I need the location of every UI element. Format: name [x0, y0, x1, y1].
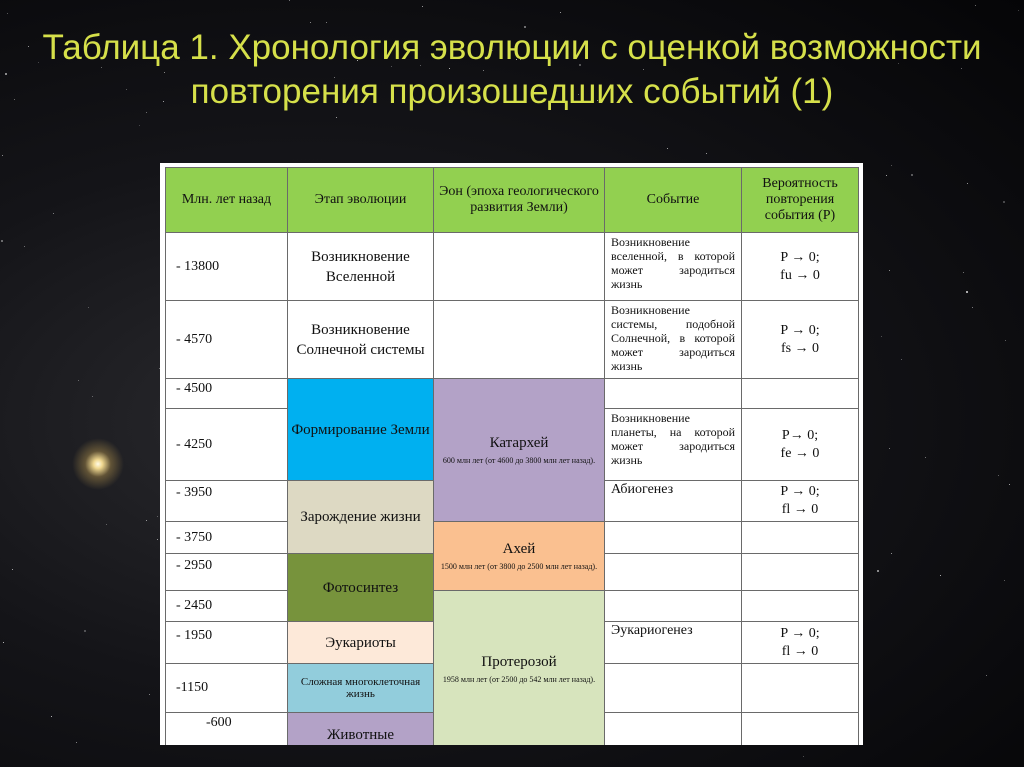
star-dot	[422, 6, 423, 7]
probability-cell	[741, 621, 859, 664]
star-dot	[877, 570, 879, 572]
star-dot	[24, 246, 25, 247]
star-dot	[92, 396, 93, 397]
mya-cell: - 4250	[165, 408, 288, 481]
event-empty-cell	[604, 712, 742, 745]
probability-cell	[741, 408, 859, 481]
prob-formula: fl → 0	[781, 643, 819, 659]
star-dot	[901, 359, 902, 360]
probability-empty-cell	[741, 521, 859, 554]
prob-line: P → 0;	[780, 322, 820, 338]
slide-title: Таблица 1. Хронология эволюции с оценкой возможности повторения произошедших событий (1)	[42, 28, 982, 111]
eon-name: Протерозой	[481, 654, 557, 670]
star-dot	[289, 0, 290, 1]
star-dot	[889, 448, 890, 449]
event-cell: Возникновение планеты, на которой может зародиться жизнь	[604, 408, 742, 481]
star-dot	[975, 5, 976, 6]
stage-cell: Фотосинтез	[287, 553, 434, 622]
evolution-table	[160, 163, 863, 745]
eon-archean	[433, 521, 605, 591]
star-dot	[1, 240, 3, 242]
eon-note: 600 млн лет (от 4600 до 3800 млн лет назад).	[442, 456, 596, 465]
star-dot	[891, 553, 892, 554]
header-mya: Млн. лет назад	[165, 167, 288, 233]
mya-cell: - 13800	[165, 232, 288, 301]
star-dot	[881, 336, 882, 337]
star-dot	[326, 22, 327, 23]
probability-empty-cell	[741, 553, 859, 591]
eon-note: 1958 млн лет (от 2500 до 542 млн лет назад).	[442, 675, 596, 684]
star-dot	[146, 520, 147, 521]
star-dot	[157, 539, 158, 540]
prob-line: P → 0;	[780, 484, 820, 499]
star-dot	[886, 175, 887, 176]
star-dot	[51, 716, 52, 717]
star-dot	[53, 213, 54, 214]
event-empty-cell	[604, 590, 742, 622]
eon-name: Ахей	[502, 541, 536, 557]
prob-formula: fu → 0	[780, 267, 820, 283]
star-dot	[967, 183, 968, 184]
star-dot	[911, 174, 913, 176]
star-dot	[7, 13, 8, 14]
star-dot	[706, 153, 707, 154]
eon-empty-cell	[433, 232, 605, 301]
header-eon: Эон (эпоха геологического развития Земли)	[433, 167, 605, 233]
star-dot	[972, 307, 973, 308]
star-dot	[891, 165, 892, 166]
star-dot	[12, 569, 13, 570]
eon-empty-cell	[433, 300, 605, 379]
eon-name: Катархей	[489, 435, 549, 451]
star-dot	[149, 694, 150, 695]
mya-cell: - 4570	[165, 300, 288, 379]
bright-star	[72, 438, 124, 490]
eon-proterozoic	[433, 590, 605, 745]
star-dot	[14, 99, 15, 100]
probability-empty-cell	[741, 590, 859, 622]
star-dot	[310, 22, 311, 23]
stage-cell: Эукариоты	[287, 621, 434, 664]
star-dot	[76, 742, 77, 743]
star-dot	[106, 524, 107, 525]
star-dot	[1018, 10, 1019, 11]
event-empty-cell	[604, 663, 742, 713]
event-empty-cell	[604, 378, 742, 409]
prob-formula: fl → 0	[781, 502, 819, 517]
mya-cell: - 3950	[165, 480, 288, 522]
prob-line: P → 0;	[780, 625, 820, 641]
star-dot	[998, 475, 999, 476]
probability-empty-cell	[741, 378, 859, 409]
stage-cell: Возникновение Вселенной	[287, 232, 434, 301]
mya-cell: -1150	[165, 663, 288, 713]
mya-cell: - 2450	[165, 590, 288, 622]
star-dot	[157, 516, 158, 517]
star-dot	[560, 12, 561, 13]
stage-cell: Возникновение Солнечной системы	[287, 300, 434, 379]
stage-cell: Зарождение жизни	[287, 480, 434, 554]
mya-cell: - 3750	[165, 521, 288, 554]
probability-empty-cell	[741, 712, 859, 745]
star-dot	[1004, 580, 1005, 581]
eon-katarchean	[433, 378, 605, 522]
prob-line: P→ 0;	[781, 427, 819, 443]
mya-cell: -600	[165, 712, 288, 745]
header-probability: Вероятность повторения события (Р)	[741, 167, 859, 233]
star-dot	[986, 675, 987, 676]
star-dot	[78, 380, 79, 381]
star-dot	[963, 272, 964, 273]
eon-note: 1500 млн лет (от 3800 до 2500 млн лет назад).	[440, 562, 598, 571]
event-cell: Абиогенез	[604, 480, 742, 522]
probability-cell	[741, 480, 859, 522]
star-dot	[803, 756, 804, 757]
probability-cell	[741, 300, 859, 379]
mya-cell: - 1950	[165, 621, 288, 664]
star-dot	[2, 155, 3, 156]
star-dot	[5, 73, 7, 75]
event-cell: Возникновение вселенной, в которой может зародиться жизнь	[604, 232, 742, 301]
stage-cell: Животные	[287, 712, 434, 745]
prob-formula: fs → 0	[780, 340, 820, 356]
stage-cell: Формирование Земли	[287, 378, 434, 481]
probability-cell	[741, 232, 859, 301]
mya-cell: - 4500	[165, 378, 288, 409]
star-dot	[139, 125, 140, 126]
star-dot	[1003, 201, 1005, 203]
mya-cell: - 2950	[165, 553, 288, 591]
event-cell: Возникновение системы, подобной Солнечной, в которой может зародиться жизнь	[604, 300, 742, 379]
star-dot	[1009, 484, 1010, 485]
probability-empty-cell	[741, 663, 859, 713]
star-dot	[940, 575, 941, 576]
star-dot	[925, 457, 926, 458]
event-empty-cell	[604, 553, 742, 591]
header-stage: Этап эволюции	[287, 167, 434, 233]
star-dot	[3, 642, 4, 643]
prob-formula: fe → 0	[780, 445, 820, 461]
star-dot	[966, 291, 968, 293]
star-dot	[88, 307, 89, 308]
star-dot	[667, 148, 668, 149]
prob-line: P → 0;	[780, 249, 820, 265]
stage-cell: Сложная многоклеточная жизнь	[287, 663, 434, 713]
header-event: Событие	[604, 167, 742, 233]
star-dot	[84, 630, 86, 632]
star-dot	[889, 270, 890, 271]
event-cell: Эукариогенез	[604, 621, 742, 664]
star-dot	[1005, 340, 1006, 341]
star-dot	[336, 117, 337, 118]
event-empty-cell	[604, 521, 742, 554]
